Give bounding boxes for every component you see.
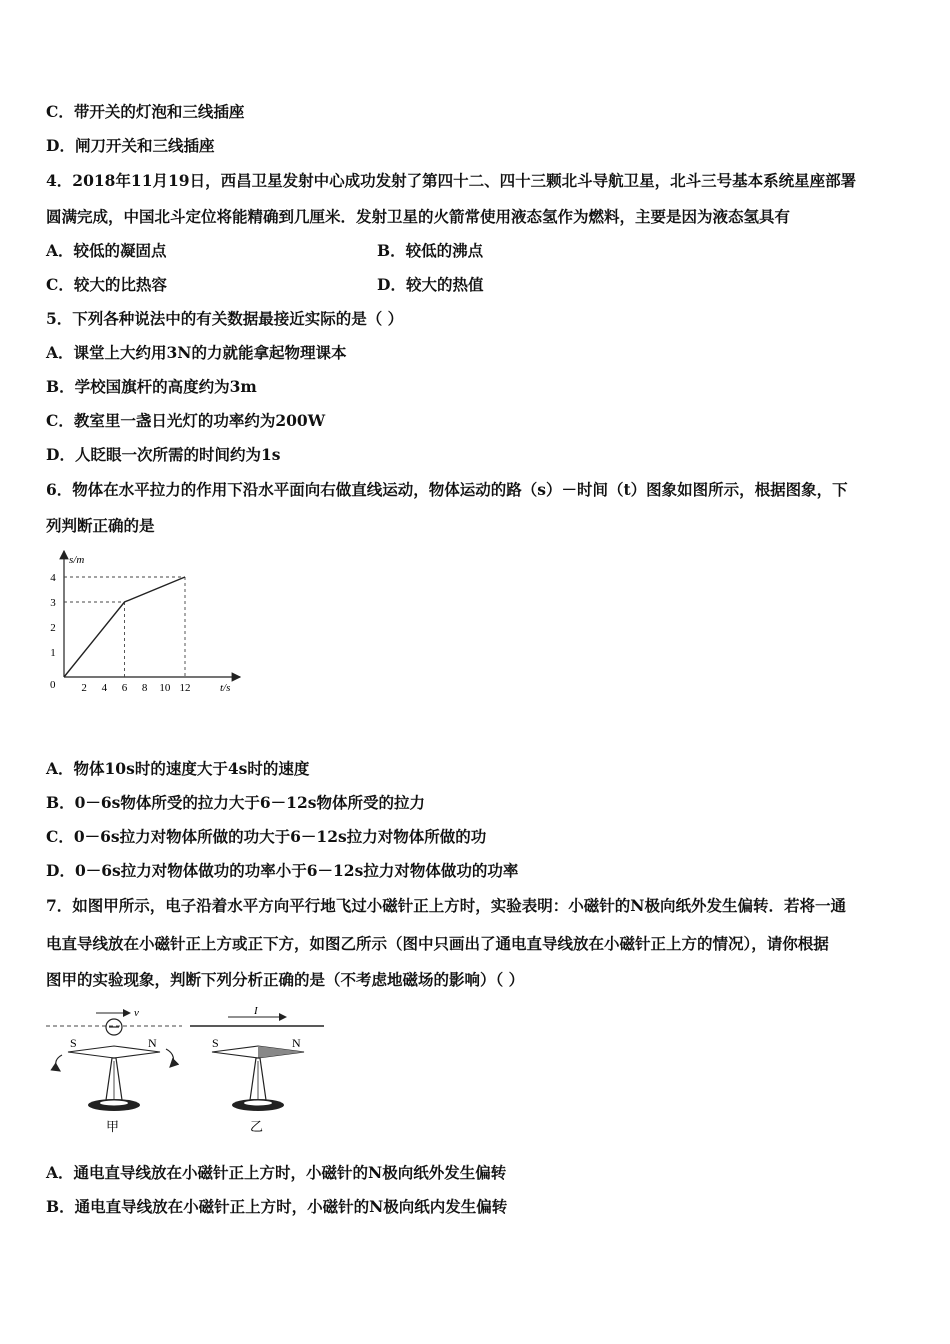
q5-option-a: A．课堂上大约用3N的力就能拿起物理课本: [46, 343, 347, 362]
q3-option-d: D．闸刀开关和三线插座: [46, 136, 215, 155]
n-label-jia: N: [148, 1036, 157, 1050]
x-axis-label: t/s: [220, 682, 231, 694]
compass-figure: [44, 1005, 329, 1135]
q7-stem-line-1: 7．如图甲所示，电子沿着水平方向平行地飞过小磁针正上方时，实验表明：小磁针的N极向纸外发生偏转．若将一通: [46, 896, 846, 915]
q7-stem-line-2: 电直导线放在小磁针正上方或正下方，如图乙所示（图中只画出了通电直导线放在小磁针正上方的情况），请你根据: [46, 934, 829, 953]
q7-option-a: A．通电直导线放在小磁针正上方时，小磁针的N极向纸外发生偏转: [46, 1163, 507, 1182]
q4-option-d: D．较大的热值: [377, 275, 484, 294]
st-graph: [40, 545, 255, 705]
y-tick-label-1: 1: [50, 647, 56, 659]
q7-stem-line-3: 图甲的实验现象，判断下列分析正确的是（不考虑地磁场的影响）（ ）: [46, 970, 525, 989]
q6-option-a: A．物体10s时的速度大于4s时的速度: [46, 759, 310, 778]
s-label-yi: S: [212, 1036, 219, 1050]
q7-option-b: B．通电直导线放在小磁针正上方时，小磁针的N极向纸内发生偏转: [46, 1197, 508, 1216]
velocity-label: v: [134, 1007, 139, 1019]
q4-option-a: A．较低的凝固点: [46, 241, 167, 260]
q6-option-b: B．0－6s物体所受的拉力大于6－12s物体所受的拉力: [46, 793, 425, 812]
origin-label: 0: [50, 679, 56, 691]
figure-yi: [190, 1005, 324, 1134]
q6-option-d: D．0－6s拉力对物体做功的功率小于6－12s拉力对物体做功的功率: [46, 861, 519, 880]
x-tick-label-8: 8: [141, 682, 148, 694]
q4-stem-line-2: 圆满完成，中国北斗定位将能精确到几厘米．发射卫星的火箭常使用液态氢作为燃料，主要是因为液态氢具有: [46, 207, 791, 226]
s-label-jia: S: [70, 1036, 77, 1050]
q6-stem-line-1: 6．物体在水平拉力的作用下沿水平面向右做直线运动，物体运动的路（s）－时间（t）图象如图所示，根据图象，下: [46, 480, 848, 499]
y-tick-label-4: 4: [50, 572, 56, 584]
q4-option-c: C．较大的比热容: [46, 275, 167, 294]
q6-stem-line-2: 列判断正确的是: [46, 516, 155, 535]
y-axis-label: s/m: [69, 554, 85, 566]
q6-option-c: C．0－6s拉力对物体所做的功大于6－12s拉力对物体所做的功: [46, 827, 487, 846]
q4-option-b: B．较低的沸点: [377, 241, 484, 260]
q5-option-b: B．学校国旗杆的高度约为3m: [46, 377, 257, 396]
caption-jia: 甲: [106, 1119, 120, 1134]
q3-option-c: C．带开关的灯泡和三线插座: [46, 102, 245, 121]
q5-option-d: D．人眨眼一次所需的时间约为1s: [46, 445, 281, 464]
x-tick-label-12: 12: [179, 682, 191, 694]
y-tick-label-3: 3: [50, 597, 56, 609]
x-tick-label-6: 6: [121, 682, 128, 694]
figure-jia: [46, 1007, 182, 1134]
x-tick-label-10: 10: [159, 682, 171, 694]
x-tick-label-2: 2: [81, 682, 87, 694]
caption-yi: 乙: [250, 1119, 264, 1134]
n-label-yi: N: [292, 1036, 301, 1050]
q4-stem-line-1: 4．2018年11月19日，西昌卫星发射中心成功发射了第四十二、四十三颗北斗导航卫星，北斗三号基本系统星座部署: [46, 171, 857, 190]
x-tick-label-4: 4: [101, 682, 108, 694]
q5-stem: 5．下列各种说法中的有关数据最接近实际的是（ ）: [46, 309, 404, 328]
q5-option-c: C．教室里一盏日光灯的功率约为200W: [46, 411, 326, 430]
current-label: I: [254, 1005, 258, 1017]
compass-needle-jia: [68, 1046, 160, 1058]
y-tick-label-2: 2: [50, 622, 56, 634]
